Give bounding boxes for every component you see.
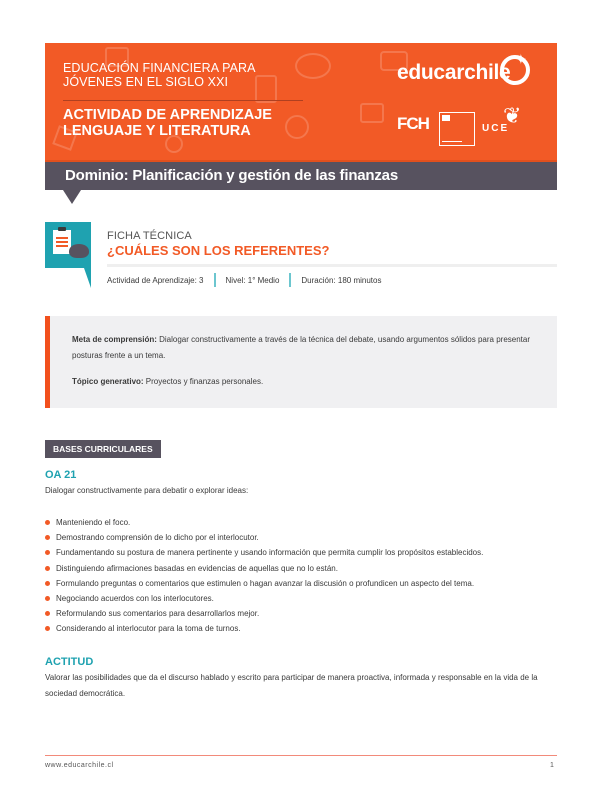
meta-separator [214, 273, 216, 287]
piggybank-icon [69, 244, 89, 258]
list-item [45, 606, 555, 621]
clipboard-line [56, 245, 68, 247]
bullet-icon [45, 550, 50, 555]
meta-duration: Duración: 180 minutos [301, 275, 382, 285]
bullet-icon [45, 596, 50, 601]
oa-description: Dialogar constructivamente para debatir o explorar ideas: [45, 486, 249, 495]
bullet-icon [45, 611, 50, 616]
list-item [45, 515, 555, 530]
list-item-text: Demostrando comprensión de lo dicho por el interlocutor. [56, 533, 259, 543]
clipboard-clip [58, 227, 66, 231]
topico-generativo-text: Proyectos y finanzas personales. [143, 377, 264, 386]
clipboard-line [56, 241, 68, 243]
goals-box [45, 316, 557, 408]
uce-logo: UCE [482, 123, 510, 134]
meta-level: Nivel: 1° Medio [225, 275, 280, 285]
bullet-icon [45, 566, 50, 571]
list-item [45, 576, 555, 591]
list-item-text: Formulando preguntas o comentarios que estimulen o hagan avanzar la discusión o profundicen un aspecto del tema. [56, 578, 475, 588]
ficha-meta-row [107, 273, 381, 287]
domain-bar [45, 160, 557, 190]
bullet-icon [45, 581, 50, 586]
ficha-badge-tail [84, 268, 91, 288]
gob-line [442, 141, 462, 142]
topico-generativo [72, 374, 542, 390]
list-item [45, 530, 555, 545]
star-icon: ✦ [515, 51, 527, 67]
list-item [45, 591, 555, 606]
bases-curriculares-tag: BASES CURRICULARES [45, 440, 161, 458]
ficha-badge [45, 222, 91, 268]
list-item-text: Manteniendo el foco. [56, 518, 131, 527]
footer-url-link[interactable]: www.educarchile.cl [45, 762, 114, 769]
actitud-title: ACTITUD [45, 656, 94, 668]
title-divider [63, 100, 303, 101]
page-number: 1 [550, 762, 554, 769]
wallet-deco-icon [360, 103, 384, 123]
government-logo [439, 112, 475, 146]
list-item-text: Fundamentando su postura de manera pertinente y usando información que permita cumplir los propósitos establecidos. [56, 548, 484, 558]
ficha-label: FICHA TÉCNICA [107, 230, 192, 242]
footer-divider [45, 755, 557, 756]
list-item-text: Distinguiendo afirmaciones basadas en evidencias de aquellas que no lo están. [56, 563, 338, 573]
bullet-icon [45, 520, 50, 525]
meta-separator [289, 273, 291, 287]
meta-comprension-text: Dialogar constructivamente a través de la técnica del debate, usando argumentos sólidos para presentar posturas frente a un tema. [72, 335, 531, 360]
gob-star-block [442, 115, 450, 121]
list-item-text: Considerando al interlocutor para la toma de turnos. [56, 624, 241, 634]
leaf-logo-icon: ❦ [503, 103, 522, 128]
ficha-title: ¿CUÁLES SON LOS REFERENTES? [107, 243, 330, 258]
topico-generativo-label: Tópico generativo: [72, 377, 144, 386]
activity-title: ACTIVIDAD DE APRENDIZAJE LENGUAJE Y LITERATURA [63, 107, 272, 139]
list-item-text: Reformulando sus comentarios para desarrollarlos mejor. [56, 609, 260, 619]
oa-title: OA 21 [45, 469, 77, 481]
clipboard-line [56, 237, 68, 239]
list-item [45, 621, 555, 636]
list-item-text: Negociando acuerdos con los interlocutores. [56, 594, 214, 604]
domain-label: Dominio: Planificación y gestión de las finanzas [65, 167, 398, 184]
meta-comprension-label: Meta de comprensión: [72, 335, 157, 344]
meta-activity: Actividad de Aprendizaje: 3 [107, 275, 204, 285]
bullet-icon [45, 535, 50, 540]
document-header [45, 43, 557, 160]
domain-pointer-icon [63, 190, 81, 204]
actitud-description: Valorar las posibilidades que da el discurso hablado y escrito para participar de manera proactiva, informada y responsable en la vida de la sociedad democrática. [45, 673, 538, 698]
educarchile-logo: educarchile [397, 61, 511, 84]
list-item [45, 545, 555, 560]
fch-logo: FCH [397, 114, 429, 133]
oa-bullet-list [45, 515, 555, 637]
bullet-icon [45, 626, 50, 631]
program-title: EDUCACIÓN FINANCIERA PARA JÓVENES EN EL SIGLO XXI [63, 61, 255, 89]
list-item [45, 561, 555, 576]
ficha-divider [107, 264, 557, 267]
goals-accent-bar [45, 316, 50, 408]
meta-comprension [72, 332, 542, 364]
